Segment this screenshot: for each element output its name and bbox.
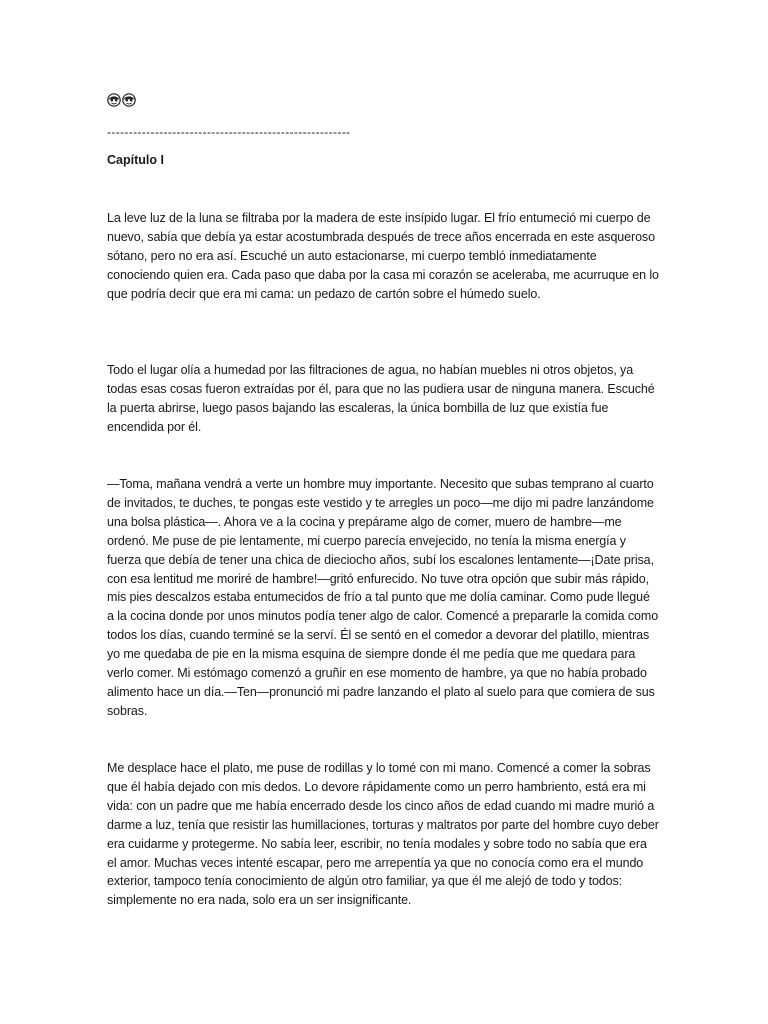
eyes-icon <box>122 93 136 107</box>
paragraph-3: —Toma, mañana vendrá a verte un hombre muy importante. Necesito que subas temprano al cuarto de invitados, te duches, te pongas este vestido y te arregles un poco—me dijo mi padre lanzándome una bolsa plástica—. Ahora ve a la cocina y prepárame algo de comer, muero de hambre—me ordenó. Me puse de pie lentamente, mi cuerpo parecía envejecido, no tenía la misma energía y fuerza que debía de tener una chica de dieciocho años, subí los escalones lentamente—¡Date prisa, con esa lentitud me moriré de hambre!—gritó enfurecido. No tuve otra opción que subir más rápido, mis pies descalzos estaba entumecidos de frío a tal punto que me dolía caminar. Como pude llegué a la cocina donde por unos minutos podía tener algo de calor. Comencé a prepararle la comida como todos los días, cuando terminé se la serví. Él se sentó en el comedor a devorar del platillo, mientras yo me quedaba de pie en la misma esquina de siempre donde él me pedía que me quedara para verlo comer. Mi estómago comenzó a gruñir en ese momento de hambre, ya que no había probado alimento hace un día.—Ten—pronunció mi padre lanzando el plato al suelo para que comiera de sus sobras. <box>107 477 659 718</box>
paragraph-1: La leve luz de la luna se filtraba por la madera de este insípido lugar. El frío entumeció mi cuerpo de nuevo, sabía que debía ya estar acostumbrada después de trece años encerrada en este asqueroso sótano, pero no era así. Escuché un auto estacionarse, mi cuerpo tembló inmediatamente conociendo quien era. Cada paso que daba por la casa mi corazón se aceleraba, me acurruque en lo que podría decir que era mi cama: un pedazo de cartón sobre el húmedo suelo. <box>107 211 659 301</box>
paragraph-4: Me desplace hace el plato, me puse de rodillas y lo tomé con mi mano. Comencé a comer la sobras que él había dejado con mis dedos. Lo devore rápidamente como un perro hambriento, está era mi vida: con un padre que me había encerrado desde los cinco años de edad cuando mi madre murió a darme a luz, tenía que resistir las humillaciones, torturas y maltratos por parte del hombre cuyo deber era cuidarme y protegerme. No sabía leer, escribir, no tenía modales y sobre todo no sabía que era el amor. Muchas veces intenté escapar, pero me arrepentía ya que no conocía como era el mundo exterior, tampoco tenía conocimiento de algún otro familiar, ya que él me alejó de todo y todos: simplemente no era nada, solo era un ser insignificante. <box>107 761 659 908</box>
chapter-title: Capítulo I <box>107 153 164 167</box>
eyes-icon <box>107 93 121 107</box>
paragraph-2: Todo el lugar olía a humedad por las filtraciones de agua, no habían muebles ni otros objetos, ya todas esas cosas fueron extraídas por él, para que no las pudiera usar de ninguna manera. Escuché la puerta abrirse, luego pasos bajando las escaleras, la única bombilla de luz que existía fue encendida por él. <box>107 363 655 434</box>
emoji-row <box>107 93 136 107</box>
separator-line: -------------------------------------------------------- <box>107 125 351 139</box>
